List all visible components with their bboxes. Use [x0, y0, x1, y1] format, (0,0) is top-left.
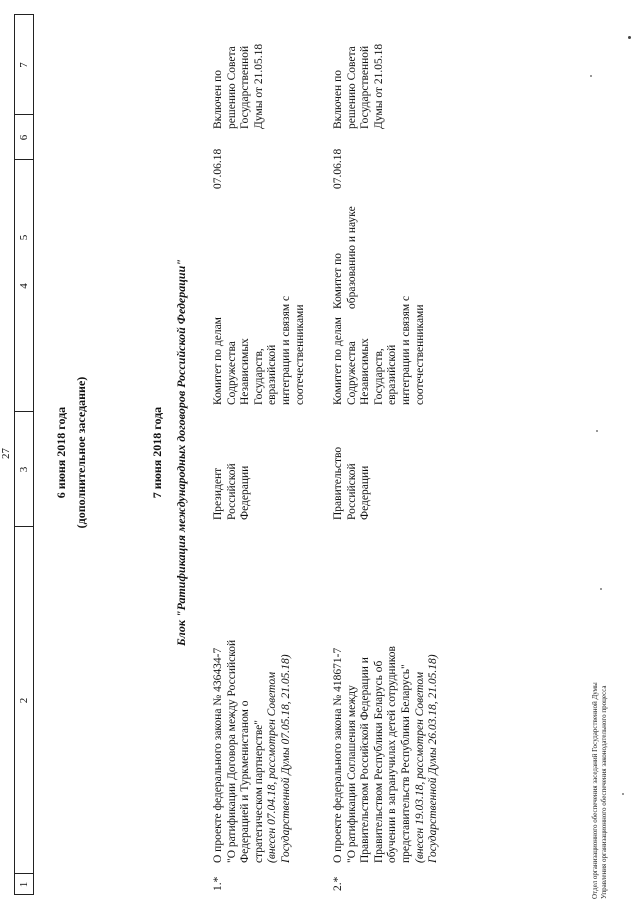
bill-title-line: О проекте федерального закона № 436434-7: [212, 647, 224, 863]
co-committee-line: Комитет по: [332, 253, 344, 309]
bill-title: [212, 640, 294, 863]
column-divider: [14, 894, 34, 895]
column-header-1: 1: [14, 874, 34, 895]
block-title: Блок "Ратификация международных договоров Российской Федерации": [174, 259, 188, 646]
initiator-line: Федерации: [359, 465, 372, 520]
status: [212, 44, 266, 129]
bill-title-line: обучении в загранучилах детей сотрудников: [386, 646, 399, 863]
committee-line: Содружества: [225, 341, 238, 405]
committee-line: интеграции и связям с: [279, 295, 292, 405]
scan-speck: [596, 430, 598, 432]
scan-speck: [590, 75, 592, 77]
responsible-committee: [332, 296, 427, 405]
bill-title-line: Правительством Республики Беларусь об: [372, 660, 385, 863]
bill-title: [332, 646, 441, 863]
column-divider: [14, 526, 34, 527]
committee-line: Независимых: [359, 338, 372, 405]
committee-line: Государств,: [252, 348, 265, 405]
column-divider: [14, 411, 34, 412]
committee-line: соотечественниками: [413, 304, 426, 405]
column-divider: [14, 873, 34, 874]
status-line: Включен по: [212, 70, 224, 129]
bill-title-line: Федерацией и Туркменистаном о: [239, 700, 252, 863]
footer-note: [591, 682, 609, 899]
status-line: Включен по: [332, 70, 344, 129]
committee-line: евразийской: [386, 344, 399, 405]
page-number: 27: [0, 448, 12, 459]
status-line: решению Совета: [225, 46, 238, 129]
row-number: 2.*: [332, 876, 344, 891]
row-number: 1.*: [212, 876, 224, 891]
committee-line: Независимых: [239, 338, 252, 405]
initiator-line: Федерации: [239, 465, 252, 520]
column-header-6: 6: [14, 115, 34, 160]
column-divider: [14, 14, 34, 15]
initiator-line: Правительство: [332, 446, 344, 520]
date-title: 6 июня 2018 года: [54, 406, 68, 499]
date-subtitle: (дополнительное заседание): [74, 376, 88, 529]
initiator-line: Российской: [225, 463, 238, 520]
consideration-date: 07.06.18: [332, 148, 344, 189]
committee-line: Содружества: [345, 341, 358, 405]
bill-title-line: Правительством Российской Федерации и: [359, 657, 372, 863]
date-title-2: 7 июня 2018 года: [150, 406, 164, 499]
bill-title-line: О проекте федерального закона № 418671-7: [332, 647, 344, 863]
responsible-committee: [212, 296, 307, 405]
column-divider: [14, 114, 34, 115]
initiator: [212, 463, 253, 520]
status: [332, 44, 386, 129]
column-header-4: 4: [14, 160, 34, 412]
initiator: [332, 447, 373, 520]
initiator-line: Российской: [345, 463, 358, 520]
column-header-2: 2: [14, 527, 34, 874]
bill-note-line: (внесен 19.03.18, рассмотрен Советом: [413, 671, 426, 863]
scan-speck: [600, 588, 602, 590]
status-line: решению Совета: [345, 46, 358, 129]
scan-speck: [622, 793, 624, 795]
bill-note-line: Государственной Думы 07.05.18, 21.05.18): [279, 654, 292, 863]
column-header-3: 3: [14, 412, 34, 527]
initiator-line: Президент: [212, 467, 224, 520]
committee-line: евразийской: [266, 344, 279, 405]
consideration-date: 07.06.18: [212, 148, 224, 189]
committee-line: Государств,: [372, 348, 385, 405]
status-line: Думы от 21.05.18: [252, 43, 265, 129]
bill-title-line: стратегическом партнерстве": [252, 720, 265, 863]
committee-line: интеграции и связям с: [399, 295, 412, 405]
committee-line: соотечественниками: [293, 304, 306, 405]
column-divider: [14, 159, 34, 160]
committee-line: Комитет по делам: [212, 317, 224, 405]
bill-title-line: представительств Республики Беларусь": [399, 664, 412, 863]
status-line: Думы от 21.05.18: [372, 43, 385, 129]
footer-line: Управления организационного обеспечения законодательного процесса: [600, 685, 608, 899]
co-committee-line: образованию и науке: [345, 206, 358, 309]
scan-speck: [628, 36, 631, 39]
co-committee: [332, 206, 359, 309]
status-line: Государственной: [239, 45, 252, 129]
bill-note-line: Государственной Думы 26.03.18, 21.05.18): [427, 654, 440, 863]
bill-note-line: (внесен 07.04.18, рассмотрен Советом: [266, 671, 279, 863]
footer-line: Отдел организационного обеспечения заседаний Государственной Думы: [591, 682, 599, 899]
column-header-7: 7: [14, 15, 34, 115]
committee-line: Комитет по делам: [332, 317, 344, 405]
column-header-5: 5: [18, 234, 30, 241]
bill-title-line: "О ратификации Соглашения между: [345, 685, 358, 863]
bill-title-line: "О ратификации Договора между Российской: [225, 639, 238, 863]
status-line: Государственной: [359, 45, 372, 129]
